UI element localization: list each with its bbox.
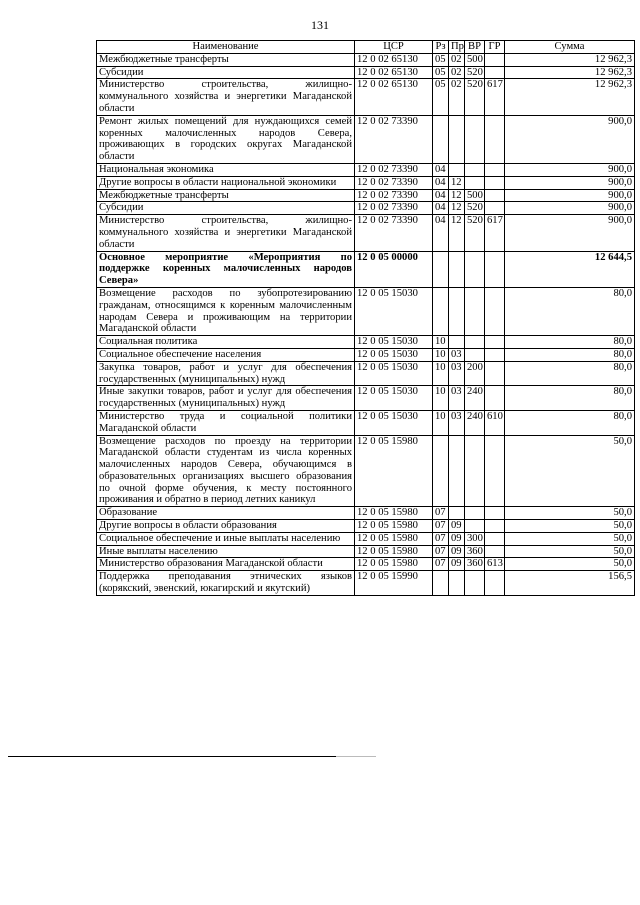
cell-vr: [465, 115, 485, 163]
cell-csr: 12 0 05 15980: [355, 558, 433, 571]
table-row: [97, 435, 635, 507]
cell-name: Иные закупки товаров, работ и услуг для обеспечения государственных (муниципальных) нужд: [97, 386, 355, 411]
cell-csr: 12 0 05 15030: [355, 287, 433, 335]
table-row: [97, 507, 635, 520]
cell-name: Министерство строительства, жилищно-коммунального хозяйства и энергетики Магаданской области: [97, 79, 355, 115]
cell-name: Министерство строительства, жилищно-коммунального хозяйства и энергетики Магаданской области: [97, 215, 355, 251]
cell-csr: 12 0 05 15980: [355, 532, 433, 545]
cell-csr: 12 0 05 15990: [355, 571, 433, 596]
cell-vr: 520: [465, 202, 485, 215]
table-row: [97, 163, 635, 176]
cell-gr: [485, 336, 505, 349]
table-row: [97, 386, 635, 411]
cell-gr: [485, 202, 505, 215]
cell-sum: 12 962,3: [505, 79, 635, 115]
table-row: [97, 545, 635, 558]
cell-name: Министерство труда и социальной политики Магаданской области: [97, 410, 355, 435]
cell-gr: [485, 571, 505, 596]
cell-csr: 12 0 02 73390: [355, 176, 433, 189]
cell-gr: [485, 532, 505, 545]
cell-pr: [449, 287, 465, 335]
table-row: [97, 66, 635, 79]
cell-vr: 500: [465, 189, 485, 202]
cell-rz: 10: [433, 410, 449, 435]
cell-sum: 50,0: [505, 520, 635, 533]
cell-gr: [485, 348, 505, 361]
cell-sum: 12 962,3: [505, 53, 635, 66]
budget-table: [96, 40, 635, 596]
cell-sum: 12 962,3: [505, 66, 635, 79]
cell-name: Другие вопросы в области образования: [97, 520, 355, 533]
cell-rz: [433, 115, 449, 163]
cell-gr: [485, 66, 505, 79]
cell-vr: [465, 336, 485, 349]
cell-vr: [465, 251, 485, 287]
cell-name: Социальное обеспечение населения: [97, 348, 355, 361]
header-vr: ВР: [465, 41, 485, 54]
cell-name: Иные выплаты населению: [97, 545, 355, 558]
cell-sum: 900,0: [505, 176, 635, 189]
table-row: [97, 558, 635, 571]
cell-csr: 12 0 02 73390: [355, 163, 433, 176]
cell-csr: 12 0 05 00000: [355, 251, 433, 287]
cell-gr: [485, 287, 505, 335]
table-row: [97, 53, 635, 66]
cell-pr: 12: [449, 202, 465, 215]
cell-name: Возмещение расходов по зубопротезированию гражданам, относящимся к коренным малочисленным народам Севера и проживающим на территории Магаданской области: [97, 287, 355, 335]
cell-name: Возмещение расходов по проезду на территории Магаданской области студентам из числа коренных малочисленных народов Севера, обучающимся в образовательных организациях высшего образования по очной форме обучения, к месту постоянного проживания и обратно в период летних каникул: [97, 435, 355, 507]
cell-name: Социальное обеспечение и иные выплаты населению: [97, 532, 355, 545]
cell-csr: 12 0 02 73390: [355, 189, 433, 202]
cell-name: Межбюджетные трансферты: [97, 189, 355, 202]
cell-rz: 07: [433, 532, 449, 545]
cell-pr: [449, 435, 465, 507]
cell-rz: 07: [433, 520, 449, 533]
cell-pr: 12: [449, 215, 465, 251]
cell-sum: 900,0: [505, 202, 635, 215]
cell-vr: [465, 348, 485, 361]
cell-sum: 50,0: [505, 545, 635, 558]
cell-csr: 12 0 05 15030: [355, 361, 433, 386]
cell-rz: [433, 251, 449, 287]
cell-vr: 360: [465, 545, 485, 558]
cell-name: Субсидии: [97, 202, 355, 215]
table-row: [97, 361, 635, 386]
cell-csr: 12 0 05 15980: [355, 507, 433, 520]
cell-pr: 09: [449, 520, 465, 533]
cell-rz: [433, 287, 449, 335]
cell-vr: [465, 176, 485, 189]
cell-vr: 240: [465, 410, 485, 435]
cell-csr: 12 0 02 73390: [355, 215, 433, 251]
cell-csr: 12 0 05 15030: [355, 386, 433, 411]
cell-csr: 12 0 05 15030: [355, 410, 433, 435]
cell-pr: [449, 571, 465, 596]
cell-pr: 02: [449, 53, 465, 66]
cell-pr: 03: [449, 348, 465, 361]
cell-sum: 50,0: [505, 532, 635, 545]
cell-rz: 07: [433, 558, 449, 571]
cell-name: Образование: [97, 507, 355, 520]
cell-pr: 12: [449, 176, 465, 189]
cell-pr: [449, 336, 465, 349]
table-row: [97, 79, 635, 115]
cell-name: Министерство образования Магаданской области: [97, 558, 355, 571]
footer-divider-faint: [336, 756, 376, 757]
cell-rz: [433, 571, 449, 596]
table-row: [97, 348, 635, 361]
cell-pr: 02: [449, 79, 465, 115]
cell-sum: 50,0: [505, 435, 635, 507]
cell-csr: 12 0 02 73390: [355, 115, 433, 163]
cell-name: Ремонт жилых помещений для нуждающихся семей коренных малочисленных народов Севера, проживающих в городских округах Магаданской области: [97, 115, 355, 163]
cell-rz: 07: [433, 545, 449, 558]
cell-rz: 10: [433, 348, 449, 361]
cell-gr: [485, 520, 505, 533]
cell-sum: 80,0: [505, 287, 635, 335]
cell-rz: 04: [433, 215, 449, 251]
cell-sum: 80,0: [505, 386, 635, 411]
cell-gr: [485, 115, 505, 163]
header-name: Наименование: [97, 41, 355, 54]
cell-vr: 300: [465, 532, 485, 545]
cell-pr: 03: [449, 410, 465, 435]
cell-sum: 900,0: [505, 115, 635, 163]
cell-pr: [449, 507, 465, 520]
cell-vr: 520: [465, 215, 485, 251]
cell-name: Другие вопросы в области национальной экономики: [97, 176, 355, 189]
cell-gr: [485, 251, 505, 287]
cell-rz: 10: [433, 336, 449, 349]
cell-name: Межбюджетные трансферты: [97, 53, 355, 66]
cell-rz: 04: [433, 163, 449, 176]
cell-rz: 04: [433, 189, 449, 202]
table-row: [97, 410, 635, 435]
cell-vr: [465, 435, 485, 507]
cell-vr: [465, 520, 485, 533]
cell-gr: 610: [485, 410, 505, 435]
cell-vr: 360: [465, 558, 485, 571]
cell-vr: [465, 571, 485, 596]
cell-gr: [485, 189, 505, 202]
cell-csr: 12 0 05 15030: [355, 336, 433, 349]
cell-csr: 12 0 05 15980: [355, 545, 433, 558]
cell-sum: 50,0: [505, 507, 635, 520]
cell-vr: 520: [465, 66, 485, 79]
cell-pr: 09: [449, 545, 465, 558]
cell-sum: 12 644,5: [505, 251, 635, 287]
cell-sum: 80,0: [505, 410, 635, 435]
page-number: 131: [311, 18, 329, 32]
cell-sum: 900,0: [505, 189, 635, 202]
cell-sum: 50,0: [505, 558, 635, 571]
cell-vr: [465, 287, 485, 335]
cell-name: Национальная экономика: [97, 163, 355, 176]
cell-name: Субсидии: [97, 66, 355, 79]
cell-sum: 900,0: [505, 163, 635, 176]
cell-rz: 10: [433, 361, 449, 386]
cell-pr: [449, 163, 465, 176]
footer-divider: [8, 756, 336, 757]
cell-gr: [485, 163, 505, 176]
cell-name: Основное мероприятие «Мероприятия по поддержке коренных малочисленных народов Севера»: [97, 251, 355, 287]
table-header-row: [97, 41, 635, 54]
cell-rz: [433, 435, 449, 507]
cell-gr: 617: [485, 215, 505, 251]
header-rz: Рз: [433, 41, 449, 54]
cell-sum: 80,0: [505, 348, 635, 361]
cell-sum: 80,0: [505, 336, 635, 349]
table-row: [97, 251, 635, 287]
cell-csr: 12 0 02 73390: [355, 202, 433, 215]
cell-pr: 03: [449, 361, 465, 386]
cell-rz: 07: [433, 507, 449, 520]
table-row: [97, 520, 635, 533]
header-csr: ЦСР: [355, 41, 433, 54]
cell-vr: 520: [465, 79, 485, 115]
table-row: [97, 176, 635, 189]
header-sum: Сумма: [505, 41, 635, 54]
table-row: [97, 336, 635, 349]
table-body: [97, 53, 635, 595]
cell-gr: [485, 386, 505, 411]
cell-pr: 09: [449, 558, 465, 571]
cell-rz: 05: [433, 66, 449, 79]
cell-gr: [485, 545, 505, 558]
cell-csr: 12 0 02 65130: [355, 66, 433, 79]
cell-gr: [485, 435, 505, 507]
cell-vr: [465, 507, 485, 520]
cell-sum: 156,5: [505, 571, 635, 596]
cell-rz: 04: [433, 202, 449, 215]
cell-gr: [485, 53, 505, 66]
cell-gr: 617: [485, 79, 505, 115]
cell-pr: 03: [449, 386, 465, 411]
cell-csr: 12 0 02 65130: [355, 53, 433, 66]
cell-csr: 12 0 05 15980: [355, 435, 433, 507]
cell-rz: 10: [433, 386, 449, 411]
cell-vr: [465, 163, 485, 176]
header-gr: ГР: [485, 41, 505, 54]
table-row: [97, 287, 635, 335]
cell-csr: 12 0 05 15980: [355, 520, 433, 533]
cell-csr: 12 0 05 15030: [355, 348, 433, 361]
cell-rz: 05: [433, 53, 449, 66]
cell-rz: 05: [433, 79, 449, 115]
cell-gr: [485, 361, 505, 386]
table-row: [97, 215, 635, 251]
cell-pr: [449, 251, 465, 287]
cell-name: Закупка товаров, работ и услуг для обеспечения государственных (муниципальных) нужд: [97, 361, 355, 386]
cell-gr: [485, 176, 505, 189]
table-row: [97, 571, 635, 596]
cell-rz: 04: [433, 176, 449, 189]
cell-csr: 12 0 02 65130: [355, 79, 433, 115]
table-row: [97, 189, 635, 202]
cell-sum: 80,0: [505, 361, 635, 386]
cell-vr: 500: [465, 53, 485, 66]
table-row: [97, 115, 635, 163]
cell-vr: 200: [465, 361, 485, 386]
cell-pr: 02: [449, 66, 465, 79]
table-row: [97, 532, 635, 545]
cell-gr: [485, 507, 505, 520]
cell-name: Социальная политика: [97, 336, 355, 349]
cell-pr: 09: [449, 532, 465, 545]
header-pr: Пр: [449, 41, 465, 54]
cell-vr: 240: [465, 386, 485, 411]
cell-gr: 613: [485, 558, 505, 571]
table-row: [97, 202, 635, 215]
cell-sum: 900,0: [505, 215, 635, 251]
cell-pr: [449, 115, 465, 163]
cell-pr: 12: [449, 189, 465, 202]
cell-name: Поддержка преподавания этнических языков (корякский, эвенский, юкагирский и якутский): [97, 571, 355, 596]
